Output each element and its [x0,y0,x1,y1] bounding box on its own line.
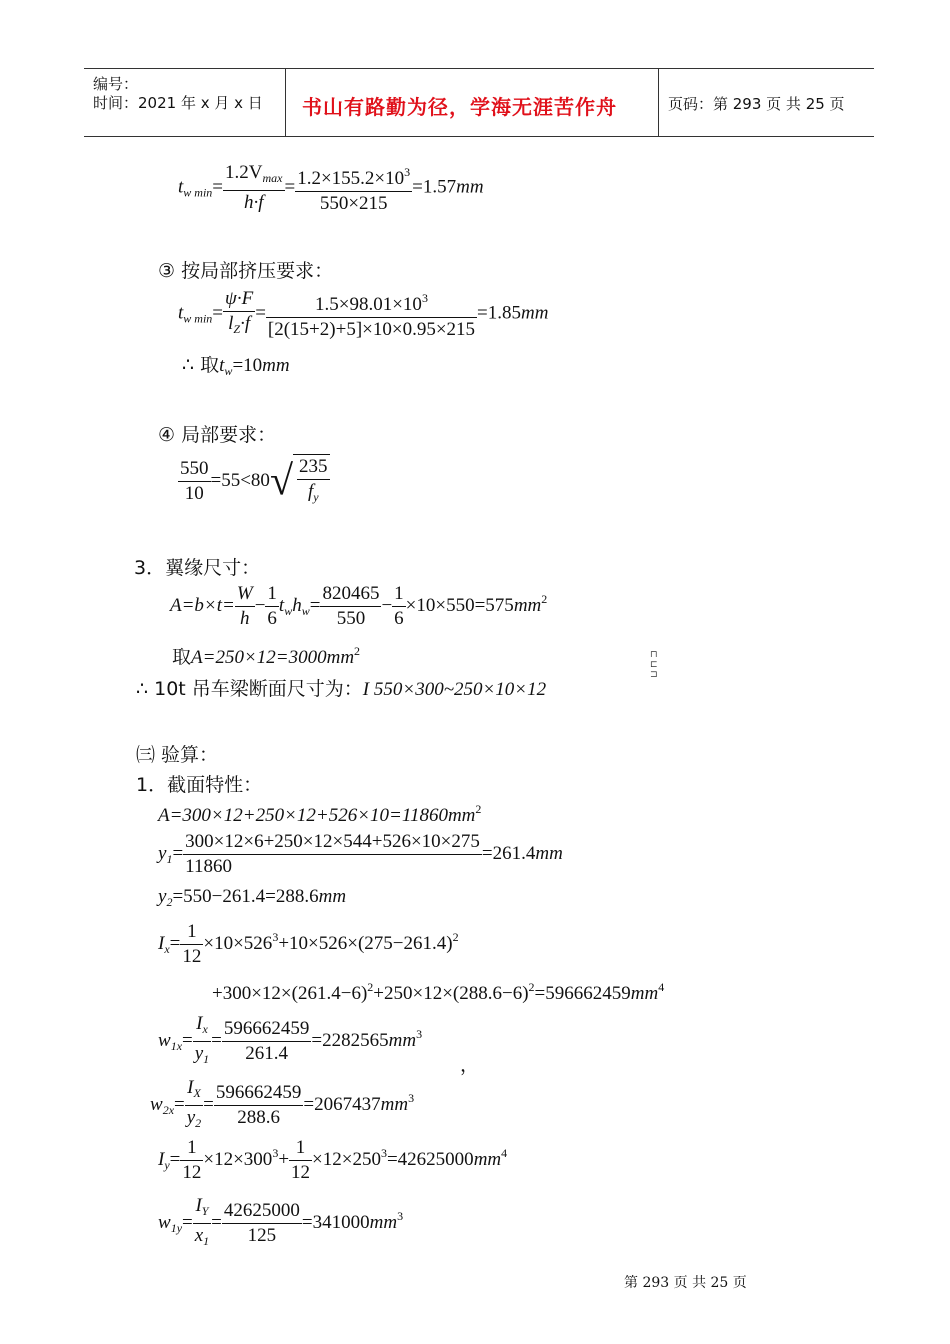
header-motto: 书山有路勤为径，学海无涯苦作舟 [302,95,617,119]
fraction: $\frac{1}{6}$ [394,583,404,629]
header-number-label: 编号： [93,75,139,93]
equation-flange-area: A=b×t= $\frac{W}{h}$ − $\frac{1}{6}$ $t_wh_w=$ $\frac{820465}{550}$ − $\frac{1}{6}$ $\times 10\times 550=575mm^2$ [170,583,548,629]
equation-web-slenderness: $\frac{550}{10}$ =55<80√ $\frac{235}{f_y}$ [178,454,330,509]
beam-section-conclusion: ∴ 10t 吊车梁断面尺寸为：I 550×300~250×10×12 [136,678,547,700]
fraction: $\frac{820465}{550}$ [322,583,380,629]
page-footer: 第 293 页 共 25 页 [624,1275,747,1291]
fraction: $\frac{1.5\times 98.01\times 10^3}{[2(15+2)+5]\times 10\times 0.95\times 215}$ [266,286,477,342]
equation-ix-line2: $+300\times 12\times(261.4-6)^2+250\times 12\times(288.6-6)^2=596662459mm^4$ [212,980,665,1004]
header-time-label: 时间：2021 年 x 月 x 日 [93,94,263,112]
fraction: $\frac{I_x}{y_1}$ [194,1013,210,1066]
section-local-bearing-title: ③ 按局部挤压要求： [158,260,334,282]
fraction: $\frac{1}{12}$ [182,1137,202,1183]
header-divider [285,69,286,136]
fraction: $\frac{596662459}{261.4}$ [223,1018,310,1064]
fraction: $\frac{1}{12}$ [291,1137,311,1183]
equation-tw-min-shear: $t_{w min}=$ $\frac{1.2V_{max}}{h\cdot f}$ = $\frac{1.2\times 155.2\times 10^3}{550\times 215}$ =1.57mm [178,162,484,214]
fraction: $\frac{1}{6}$ [267,583,277,629]
section-properties-title: 1．截面特性： [136,774,263,796]
fraction: $\frac{1.2\times 155.2\times 10^3}{550\times 215}$ [295,160,412,216]
therefore-take-tw: ∴ 取$t_w=10mm$ [182,354,290,378]
header-divider [658,69,659,136]
fraction: $\frac{I_X}{y_2}$ [186,1077,202,1130]
sqrt-body: $\frac{235}{f_y}$ [293,454,330,509]
fraction: $\frac{42625000}{125}$ [223,1200,300,1246]
fraction: $\frac{I_Y}{x_1}$ [194,1195,210,1248]
equation-w2x: $w_{2x}=$ $\frac{I_X}{y_2}$ = $\frac{596662459}{288.6}$ $=2067437mm^3$ [150,1076,414,1135]
header-page-label: 页码：第 293 页 共 25 页 [668,95,845,113]
equation-tw-min-bearing: $t_{w min}=$ $\frac{\psi\cdot F}{l_Z\cdot f}$ = $\frac{1.5\times 98.01\times 10^3}{[2(15+2)+5]\times 10\times 0.95\times 215}$ =1.85mm [178,288,549,340]
fraction: $\frac{596662459}{288.6}$ [215,1082,302,1128]
equation-w1x: $w_{1x}=$ $\frac{I_x}{y_1}$ = $\frac{596662459}{261.4}$ $=2282565mm^3$ [158,1012,422,1071]
trailing-comma: ， [460,1055,480,1076]
equation-iy: $I_y=$ $\frac{1}{12}$ $\times 12\times 300^3+$ $\frac{1}{12}$ $\times 12\times 250^3=42625000mm^4$ [158,1137,508,1183]
sqrt-sign: √ [269,458,293,505]
take-flange-area: 取$A=250\times 12=3000mm^2$ [172,644,361,668]
fraction: $\frac{1.2V_{max}}{h\cdot f}$ [225,162,283,213]
fraction: $\frac{550}{10}$ [180,458,209,504]
fraction: $\frac{\psi\cdot F}{l_Z\cdot f}$ [225,288,254,336]
equation-w1y: $w_{1y}=$ $\frac{I_Y}{x_1}$ = $\frac{42625000}{125}$ $=341000mm^3$ [158,1194,403,1253]
equation-y1: $y_1=$ $\frac{300\times 12\times 6+250\times 12\times 544+526\times 10\times 275}{11860}$ =261.4mm [158,831,563,877]
fraction: $\frac{300\times 12\times 6+250\times 12\times 544+526\times 10\times 275}{11860}$ [185,831,480,877]
fraction: $\frac{W}{h}$ [236,583,253,629]
equation-area: $A=300\times 12+250\times 12+526\times 10=11860mm^2$ [158,802,482,826]
fraction: $\frac{1}{12}$ [182,921,202,967]
equation-ix-line1: $I_x=$ $\frac{1}{12}$ $\times 10\times 526^3+10\times 526\times(275-261.4)^2$ [158,921,459,967]
decorative-mark: ⊓ ⊏ ⊐ [650,650,658,680]
section-local-requirement-title: ④ 局部要求： [158,424,277,446]
page-header [84,68,874,137]
section-flange-title: 3．翼缘尺寸： [134,557,261,579]
equation-y2: $y_2=550-261.4=288.6mm$ [158,886,347,909]
section-verify-title: ㈢ 验算： [136,744,219,766]
